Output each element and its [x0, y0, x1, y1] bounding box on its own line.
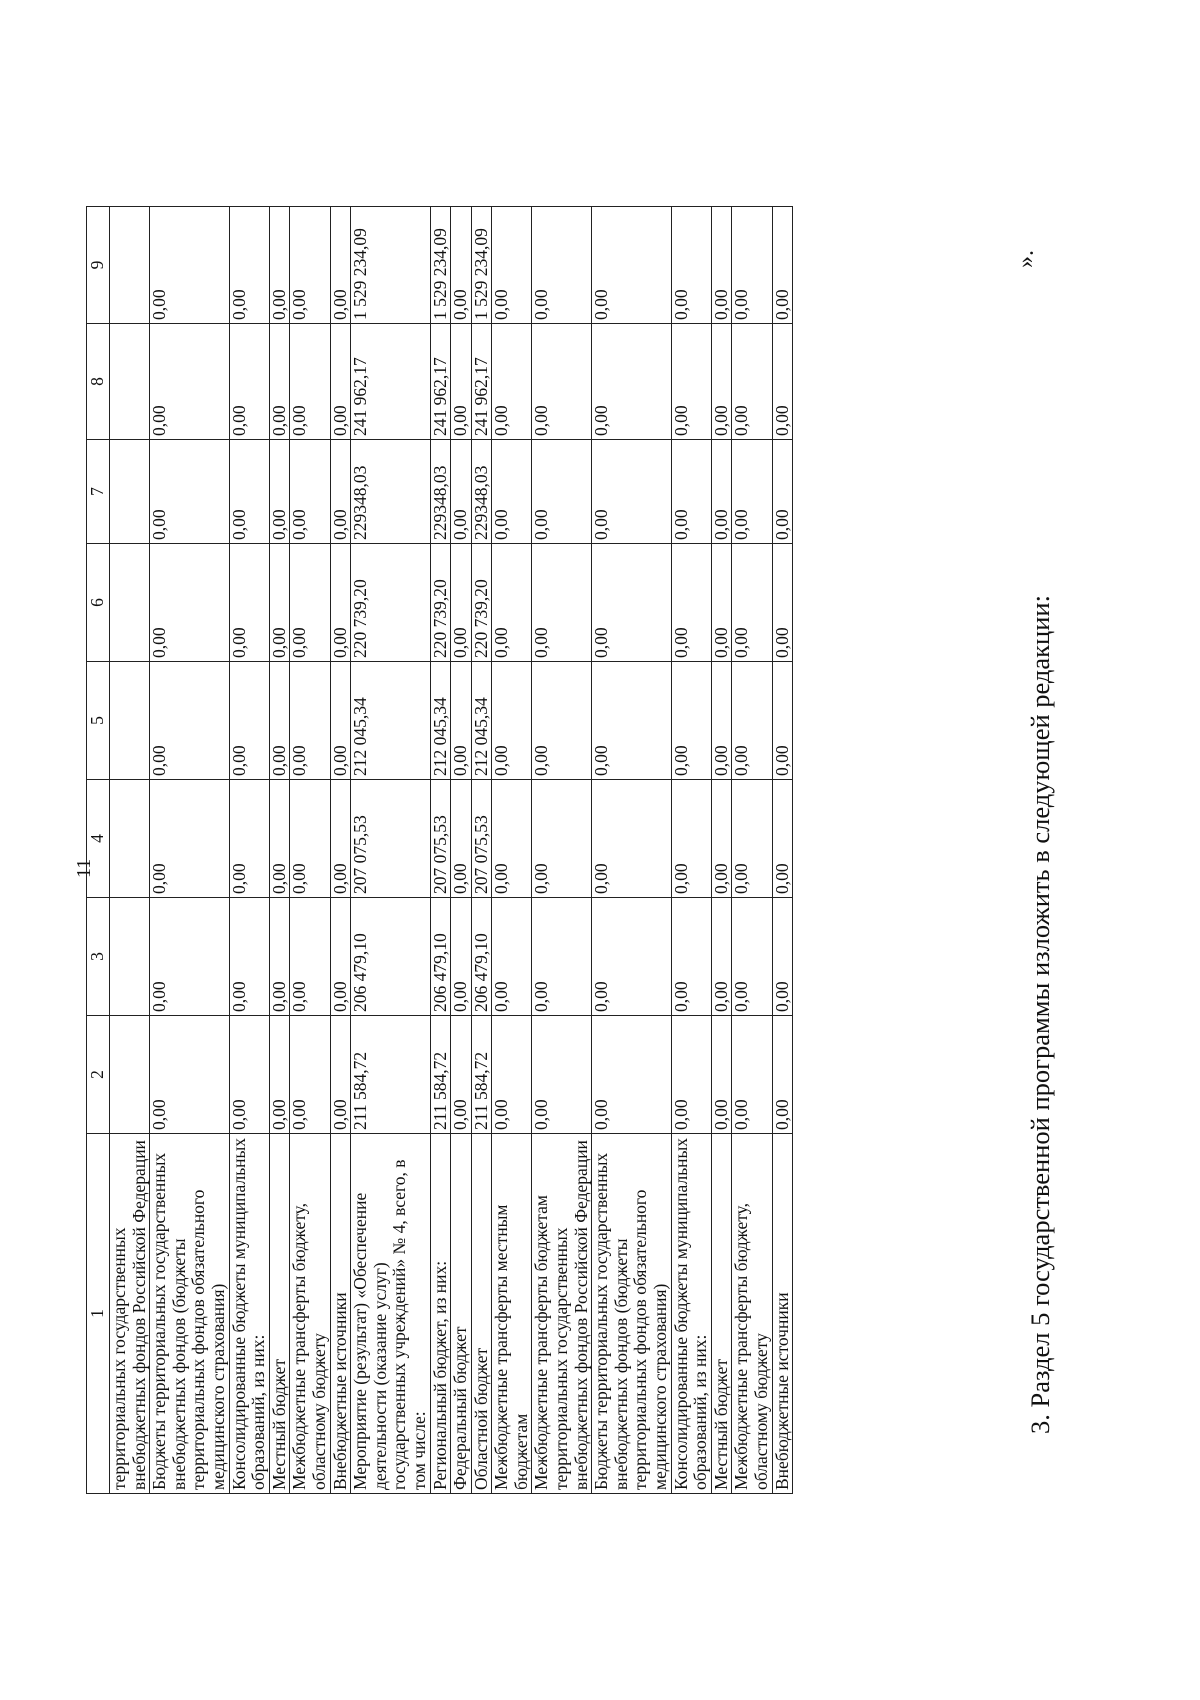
table-cell: 0,00	[451, 662, 472, 780]
table-cell: 0,00	[671, 898, 711, 1016]
table-cell	[110, 898, 150, 1016]
table-cell: 212 045,34	[430, 662, 451, 780]
table-cell: 0,00	[592, 780, 671, 898]
table-cell: 0,00	[451, 898, 472, 1016]
table-row	[229, 207, 269, 1494]
table-cell: 0,00	[671, 324, 711, 440]
table-cell: 0,00	[772, 440, 793, 544]
table-cell: 0,00	[229, 1016, 269, 1134]
table-cell: 0,00	[290, 207, 330, 324]
table-cell: 241 962,17	[430, 324, 451, 440]
table-cell: 220 739,20	[471, 544, 492, 662]
table-cell: 0,00	[451, 544, 472, 662]
table-cell: 0,00	[150, 780, 229, 898]
table-cell: 0,00	[269, 440, 290, 544]
table-cell: 0,00	[269, 1016, 290, 1134]
table-cell: 0,00	[532, 780, 592, 898]
table-cell: 0,00	[732, 662, 772, 780]
table-cell: 206 479,10	[471, 898, 492, 1016]
table-cell: 229348,03	[471, 440, 492, 544]
table-cell: 0,00	[492, 544, 532, 662]
table-cell: 0,00	[492, 440, 532, 544]
table-cell	[110, 1016, 150, 1134]
table-cell: 0,00	[451, 324, 472, 440]
row-label: Бюджеты территориальных государственных внебюджетных фондов (бюджеты территориальных фондов обязательного медицинского страхования)	[150, 1134, 229, 1494]
table-cell: 220 739,20	[351, 544, 430, 662]
table-cell: 212 045,34	[471, 662, 492, 780]
table-cell: 0,00	[492, 898, 532, 1016]
row-label: Межбюджетные трансферты бюджетам территориальных государственных внебюджетных фондов Российской Федерации	[532, 1134, 592, 1494]
table-row	[290, 207, 330, 1494]
table-cell: 0,00	[711, 1016, 732, 1134]
table-cell: 0,00	[532, 662, 592, 780]
table-cell: 0,00	[229, 544, 269, 662]
row-label: Внебюджетные источники	[330, 1134, 351, 1494]
row-label: Областной бюджет	[471, 1134, 492, 1494]
table-cell: 0,00	[330, 324, 351, 440]
row-label: территориальных государственных внебюджетных фондов Российской Федерации	[110, 1134, 150, 1494]
table-cell: 0,00	[711, 544, 732, 662]
column-header: 5	[87, 662, 110, 780]
row-label: Местный бюджет	[269, 1134, 290, 1494]
table-cell: 0,00	[451, 440, 472, 544]
table-cell: 0,00	[732, 324, 772, 440]
column-header: 3	[87, 898, 110, 1016]
table-cell: 0,00	[711, 324, 732, 440]
table-cell: 0,00	[711, 207, 732, 324]
table-cell: 0,00	[269, 207, 290, 324]
row-label: Межбюджетные трансферты бюджету, областному бюджету	[290, 1134, 330, 1494]
table-cell: 0,00	[330, 780, 351, 898]
row-label: Бюджеты территориальных государственных внебюджетных фондов (бюджеты территориальных фондов обязательного медицинского страхования)	[592, 1134, 671, 1494]
table-cell: 0,00	[150, 324, 229, 440]
row-label: Консолидированные бюджеты муниципальных образований, из них:	[671, 1134, 711, 1494]
row-label: Консолидированные бюджеты муниципальных образований, из них:	[229, 1134, 269, 1494]
table-cell: 207 075,53	[471, 780, 492, 898]
table-row	[430, 207, 451, 1494]
table-cell: 0,00	[711, 780, 732, 898]
table-cell: 0,00	[330, 207, 351, 324]
table-cell	[110, 324, 150, 440]
column-header: 7	[87, 440, 110, 544]
budget-table	[86, 206, 793, 1494]
table-cell: 0,00	[772, 207, 793, 324]
table-cell: 0,00	[451, 780, 472, 898]
table-cell	[110, 440, 150, 544]
table-cell: 0,00	[772, 898, 793, 1016]
table-cell: 0,00	[150, 662, 229, 780]
table-cell: 0,00	[229, 207, 269, 324]
table-cell: 0,00	[150, 898, 229, 1016]
table-row	[592, 207, 671, 1494]
table-cell: 0,00	[671, 207, 711, 324]
table-cell: 0,00	[492, 324, 532, 440]
table-cell: 0,00	[732, 440, 772, 544]
table-cell: 0,00	[532, 1016, 592, 1134]
table-cell	[110, 207, 150, 324]
table-cell: 0,00	[150, 1016, 229, 1134]
table-cell: 1 529 234,09	[471, 207, 492, 324]
page-number: 11	[73, 858, 95, 878]
table-cell: 0,00	[269, 324, 290, 440]
table-cell: 0,00	[330, 898, 351, 1016]
table-cell: 0,00	[269, 780, 290, 898]
table-cell: 0,00	[229, 440, 269, 544]
table-row	[351, 207, 430, 1494]
table-cell: 0,00	[492, 1016, 532, 1134]
table-cell: 0,00	[269, 898, 290, 1016]
table-row	[471, 207, 492, 1494]
table-row	[532, 207, 592, 1494]
table-cell: 211 584,72	[471, 1016, 492, 1134]
table-cell: 0,00	[711, 662, 732, 780]
table-cell: 0,00	[290, 440, 330, 544]
table-cell: 0,00	[290, 662, 330, 780]
row-label: Внебюджетные источники	[772, 1134, 793, 1494]
column-header: 1	[87, 1134, 110, 1494]
table-cell: 206 479,10	[351, 898, 430, 1016]
table-cell: 0,00	[592, 207, 671, 324]
table-cell: 0,00	[532, 324, 592, 440]
column-header: 6	[87, 544, 110, 662]
table-cell: 0,00	[592, 440, 671, 544]
table-cell: 0,00	[290, 898, 330, 1016]
table-row	[110, 207, 150, 1494]
table-cell: 0,00	[492, 662, 532, 780]
table-cell: 211 584,72	[430, 1016, 451, 1134]
column-header: 9	[87, 207, 110, 324]
table-cell: 0,00	[150, 440, 229, 544]
table-cell: 0,00	[671, 440, 711, 544]
table-cell: 0,00	[772, 324, 793, 440]
table-cell: 206 479,10	[430, 898, 451, 1016]
table-row	[330, 207, 351, 1494]
table-cell: 0,00	[330, 1016, 351, 1134]
column-header: 4	[87, 780, 110, 898]
table-cell: 0,00	[671, 662, 711, 780]
table-cell: 0,00	[732, 780, 772, 898]
table-cell: 0,00	[330, 544, 351, 662]
table-cell: 207 075,53	[430, 780, 451, 898]
table-cell: 0,00	[732, 1016, 772, 1134]
table-cell: 0,00	[772, 662, 793, 780]
row-label: Межбюджетные трансферты бюджету, областному бюджету	[732, 1134, 772, 1494]
closing-quote: ».	[1013, 250, 1039, 268]
table-cell: 0,00	[671, 1016, 711, 1134]
column-header: 8	[87, 324, 110, 440]
table-cell: 0,00	[532, 440, 592, 544]
table-row	[711, 207, 732, 1494]
table-cell: 0,00	[290, 544, 330, 662]
table-cell: 0,00	[269, 662, 290, 780]
table-cell: 211 584,72	[351, 1016, 430, 1134]
table-cell: 0,00	[772, 544, 793, 662]
table-cell: 0,00	[150, 207, 229, 324]
row-label: Федеральный бюджет	[451, 1134, 472, 1494]
table-cell: 0,00	[492, 780, 532, 898]
table-cell: 0,00	[592, 1016, 671, 1134]
table-cell: 0,00	[671, 544, 711, 662]
section-caption: 3. Раздел 5 государственной программы изложить в следующей редакции:	[1025, 595, 1055, 1434]
column-header: 2	[87, 1016, 110, 1134]
table-cell: 0,00	[229, 324, 269, 440]
table-row	[732, 207, 772, 1494]
table-cell	[110, 780, 150, 898]
table-cell: 0,00	[229, 780, 269, 898]
table-cell: 0,00	[290, 324, 330, 440]
table-row	[671, 207, 711, 1494]
table-cell: 0,00	[592, 898, 671, 1016]
table-cell: 0,00	[772, 780, 793, 898]
table-row	[150, 207, 229, 1494]
table-header-row	[87, 207, 110, 1494]
table-cell: 0,00	[492, 207, 532, 324]
table-row	[492, 207, 532, 1494]
table-cell: 0,00	[290, 780, 330, 898]
table-cell: 0,00	[451, 207, 472, 324]
table-row	[269, 207, 290, 1494]
row-label: Региональный бюджет, из них:	[430, 1134, 451, 1494]
table-cell: 0,00	[671, 780, 711, 898]
row-label: Межбюджетные трансферты местным бюджетам	[492, 1134, 532, 1494]
table-cell: 0,00	[732, 898, 772, 1016]
table-cell: 0,00	[732, 544, 772, 662]
table-cell: 0,00	[592, 544, 671, 662]
table-cell: 0,00	[330, 440, 351, 544]
table-cell: 0,00	[592, 662, 671, 780]
table-cell: 0,00	[290, 1016, 330, 1134]
table-cell: 220 739,20	[430, 544, 451, 662]
table-cell: 0,00	[732, 207, 772, 324]
row-label: Мероприятие (результат) «Обеспечение деятельности (оказание услуг) государственных учреждений» № 4, всего, в том числе:	[351, 1134, 430, 1494]
table-cell: 0,00	[451, 1016, 472, 1134]
table-cell: 207 075,53	[351, 780, 430, 898]
table-row	[451, 207, 472, 1494]
table-cell: 0,00	[532, 898, 592, 1016]
table-cell: 212 045,34	[351, 662, 430, 780]
table-cell: 229348,03	[430, 440, 451, 544]
table-row	[772, 207, 793, 1494]
table-cell: 1 529 234,09	[430, 207, 451, 324]
table-cell: 0,00	[532, 544, 592, 662]
table-cell: 0,00	[229, 898, 269, 1016]
table-cell: 0,00	[150, 544, 229, 662]
table-cell	[110, 544, 150, 662]
table-cell: 0,00	[532, 207, 592, 324]
table-cell	[110, 662, 150, 780]
table-cell: 229348,03	[351, 440, 430, 544]
table-cell: 1 529 234,09	[351, 207, 430, 324]
table-cell: 0,00	[592, 324, 671, 440]
table-cell: 0,00	[330, 662, 351, 780]
table-cell: 241 962,17	[471, 324, 492, 440]
row-label: Местный бюджет	[711, 1134, 732, 1494]
table-cell: 241 962,17	[351, 324, 430, 440]
table-cell: 0,00	[269, 544, 290, 662]
table-cell: 0,00	[229, 662, 269, 780]
table-cell: 0,00	[711, 440, 732, 544]
table-cell: 0,00	[711, 898, 732, 1016]
table-cell: 0,00	[772, 1016, 793, 1134]
